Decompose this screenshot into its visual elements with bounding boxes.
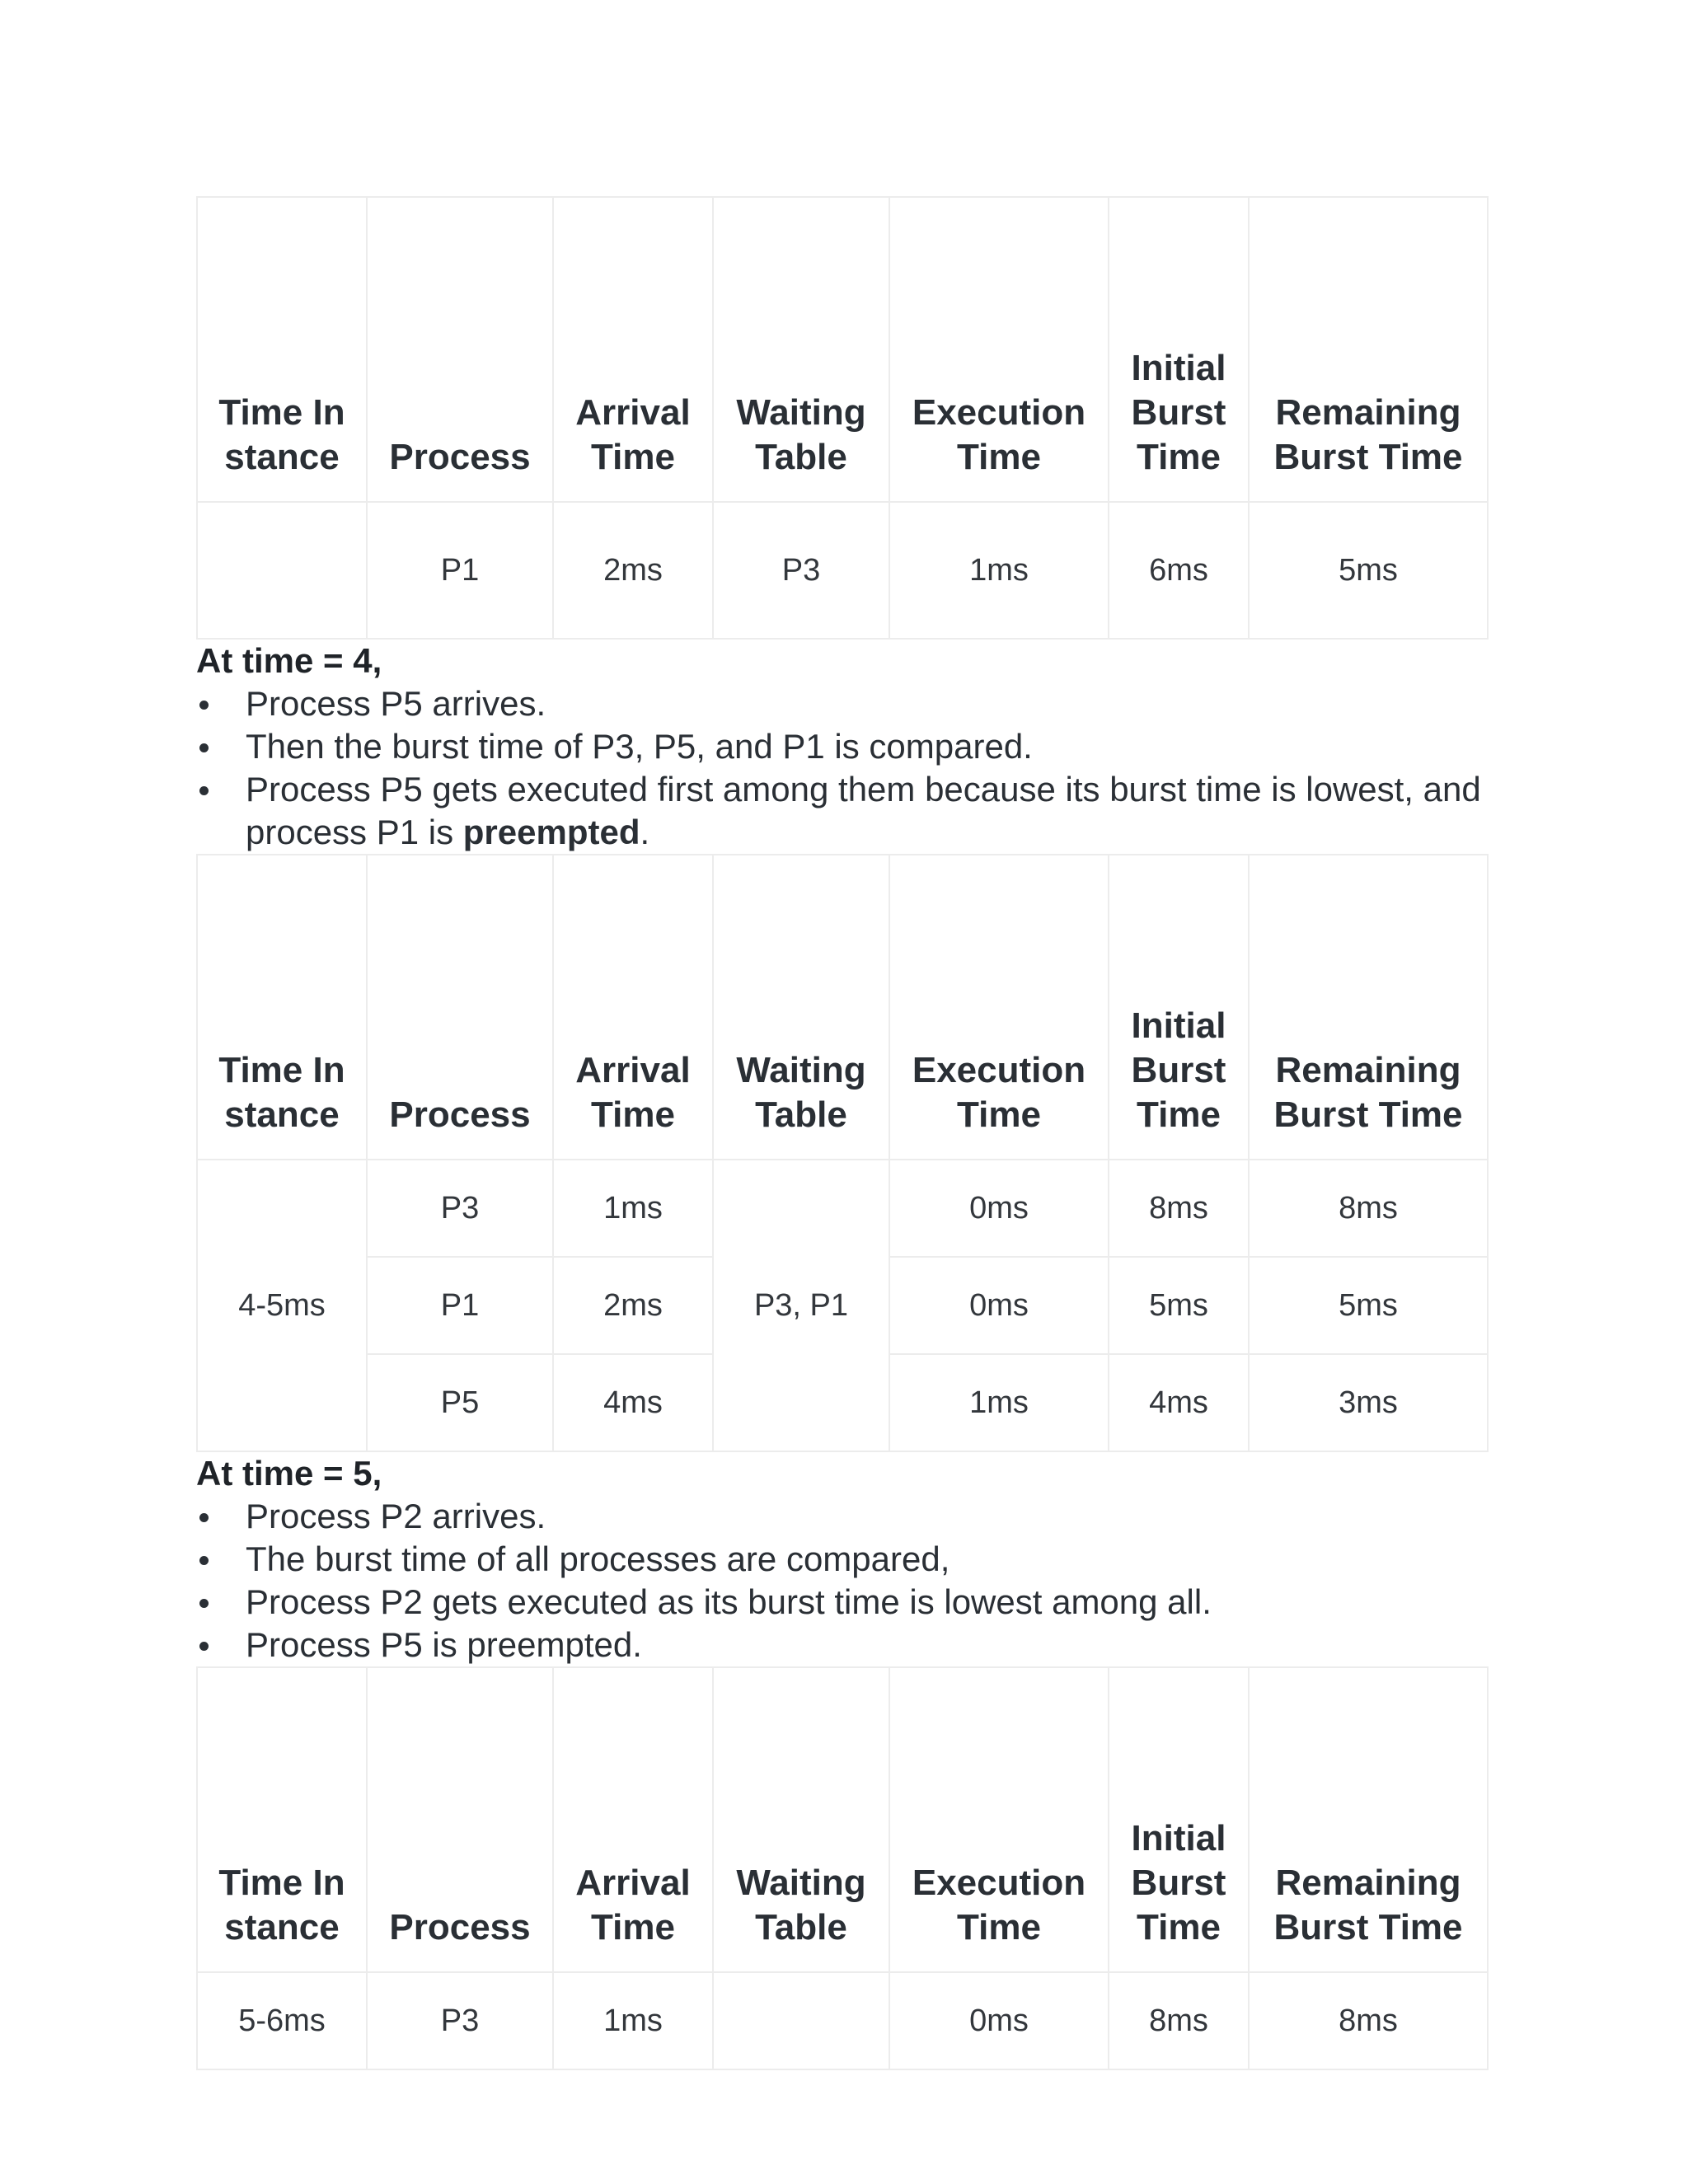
cell-arrival-time: 2ms bbox=[553, 1257, 713, 1354]
header-initial-burst-time: Initial Burst Time bbox=[1109, 197, 1249, 502]
header-execution-time: Execution Time bbox=[889, 197, 1109, 502]
header-waiting-table: Waiting Table bbox=[713, 855, 889, 1160]
cell-execution-time: 1ms bbox=[889, 502, 1109, 639]
cell-process: P1 bbox=[367, 502, 553, 639]
header-remaining-burst-time: Remaining Burst Time bbox=[1249, 1667, 1488, 1972]
header-process: Process bbox=[367, 197, 553, 502]
cell-remaining-burst-time: 8ms bbox=[1249, 1160, 1488, 1257]
cell-remaining-burst-time: 3ms bbox=[1249, 1354, 1488, 1451]
cell-time-instance: 5-6ms bbox=[197, 1972, 367, 2069]
header-execution-time: Execution Time bbox=[889, 1667, 1109, 1972]
cell-execution-time: 0ms bbox=[889, 1972, 1109, 2069]
header-waiting-table: Waiting Table bbox=[713, 1667, 889, 1972]
header-arrival-time: Arrival Time bbox=[553, 855, 713, 1160]
document-page bbox=[196, 196, 1487, 2070]
header-initial-burst-time: Initial Burst Time bbox=[1109, 855, 1249, 1160]
cell-time-instance bbox=[197, 502, 367, 639]
cell-initial-burst-time: 6ms bbox=[1109, 502, 1249, 639]
bullet-list-time-4 bbox=[196, 682, 1487, 854]
cell-waiting-table: P3 bbox=[713, 502, 889, 639]
header-initial-burst-time: Initial Burst Time bbox=[1109, 1667, 1249, 1972]
cell-initial-burst-time: 8ms bbox=[1109, 1972, 1249, 2069]
section-heading-time-5: At time = 5, bbox=[196, 1454, 382, 1493]
bullet-list-time-5 bbox=[196, 1495, 1487, 1666]
header-remaining-burst-time: Remaining Burst Time bbox=[1249, 197, 1488, 502]
header-process: Process bbox=[367, 1667, 553, 1972]
cell-remaining-burst-time: 8ms bbox=[1249, 1972, 1488, 2069]
cell-arrival-time: 1ms bbox=[553, 1972, 713, 2069]
schedule-table-2 bbox=[196, 854, 1489, 1452]
header-time-instance: Time Instance bbox=[197, 855, 367, 1160]
cell-process: P5 bbox=[367, 1354, 553, 1451]
cell-initial-burst-time: 5ms bbox=[1109, 1257, 1249, 1354]
cell-process: P1 bbox=[367, 1257, 553, 1354]
cell-arrival-time: 2ms bbox=[553, 502, 713, 639]
list-item-text-suffix: . bbox=[640, 813, 650, 851]
cell-initial-burst-time: 8ms bbox=[1109, 1160, 1249, 1257]
list-item: Process P5 arrives. bbox=[196, 682, 1487, 725]
table-row bbox=[197, 1160, 1488, 1257]
cell-time-instance: 4-5ms bbox=[197, 1160, 367, 1451]
header-time-instance: Time Instance bbox=[197, 197, 367, 502]
list-item: Then the burst time of P3, P5, and P1 is compared. bbox=[196, 725, 1487, 768]
list-item bbox=[196, 768, 1487, 854]
cell-waiting-table: P3, P1 bbox=[713, 1160, 889, 1451]
header-time-instance: Time Instance bbox=[197, 1667, 367, 1972]
cell-process: P3 bbox=[367, 1160, 553, 1257]
header-process: Process bbox=[367, 855, 553, 1160]
schedule-table-3 bbox=[196, 1666, 1489, 2070]
header-execution-time: Execution Time bbox=[889, 855, 1109, 1160]
header-waiting-table: Waiting Table bbox=[713, 197, 889, 502]
cell-waiting-table bbox=[713, 1972, 889, 2069]
header-arrival-time: Arrival Time bbox=[553, 1667, 713, 1972]
header-remaining-burst-time: Remaining Burst Time bbox=[1249, 855, 1488, 1160]
cell-initial-burst-time: 4ms bbox=[1109, 1354, 1249, 1451]
list-item-bold-text: preempted bbox=[462, 813, 640, 851]
schedule-table-1 bbox=[196, 196, 1489, 640]
table-header-row bbox=[197, 1667, 1488, 1972]
table-row bbox=[197, 1972, 1488, 2069]
list-item: The burst time of all processes are compared, bbox=[196, 1538, 1487, 1581]
table-header-row bbox=[197, 197, 1488, 502]
cell-execution-time: 1ms bbox=[889, 1354, 1109, 1451]
cell-arrival-time: 1ms bbox=[553, 1160, 713, 1257]
list-item-text: Process P5 gets executed first among them because its burst time is lowest, and process P1 is bbox=[246, 770, 1481, 851]
list-item: Process P5 is preempted. bbox=[196, 1624, 1487, 1666]
header-arrival-time: Arrival Time bbox=[553, 197, 713, 502]
cell-process: P3 bbox=[367, 1972, 553, 2069]
table-header-row bbox=[197, 855, 1488, 1160]
cell-remaining-burst-time: 5ms bbox=[1249, 502, 1488, 639]
section-heading-time-4: At time = 4, bbox=[196, 641, 382, 680]
list-item: Process P2 gets executed as its burst time is lowest among all. bbox=[196, 1581, 1487, 1624]
list-item: Process P2 arrives. bbox=[196, 1495, 1487, 1538]
cell-execution-time: 0ms bbox=[889, 1160, 1109, 1257]
cell-remaining-burst-time: 5ms bbox=[1249, 1257, 1488, 1354]
cell-arrival-time: 4ms bbox=[553, 1354, 713, 1451]
table-row bbox=[197, 502, 1488, 639]
cell-execution-time: 0ms bbox=[889, 1257, 1109, 1354]
